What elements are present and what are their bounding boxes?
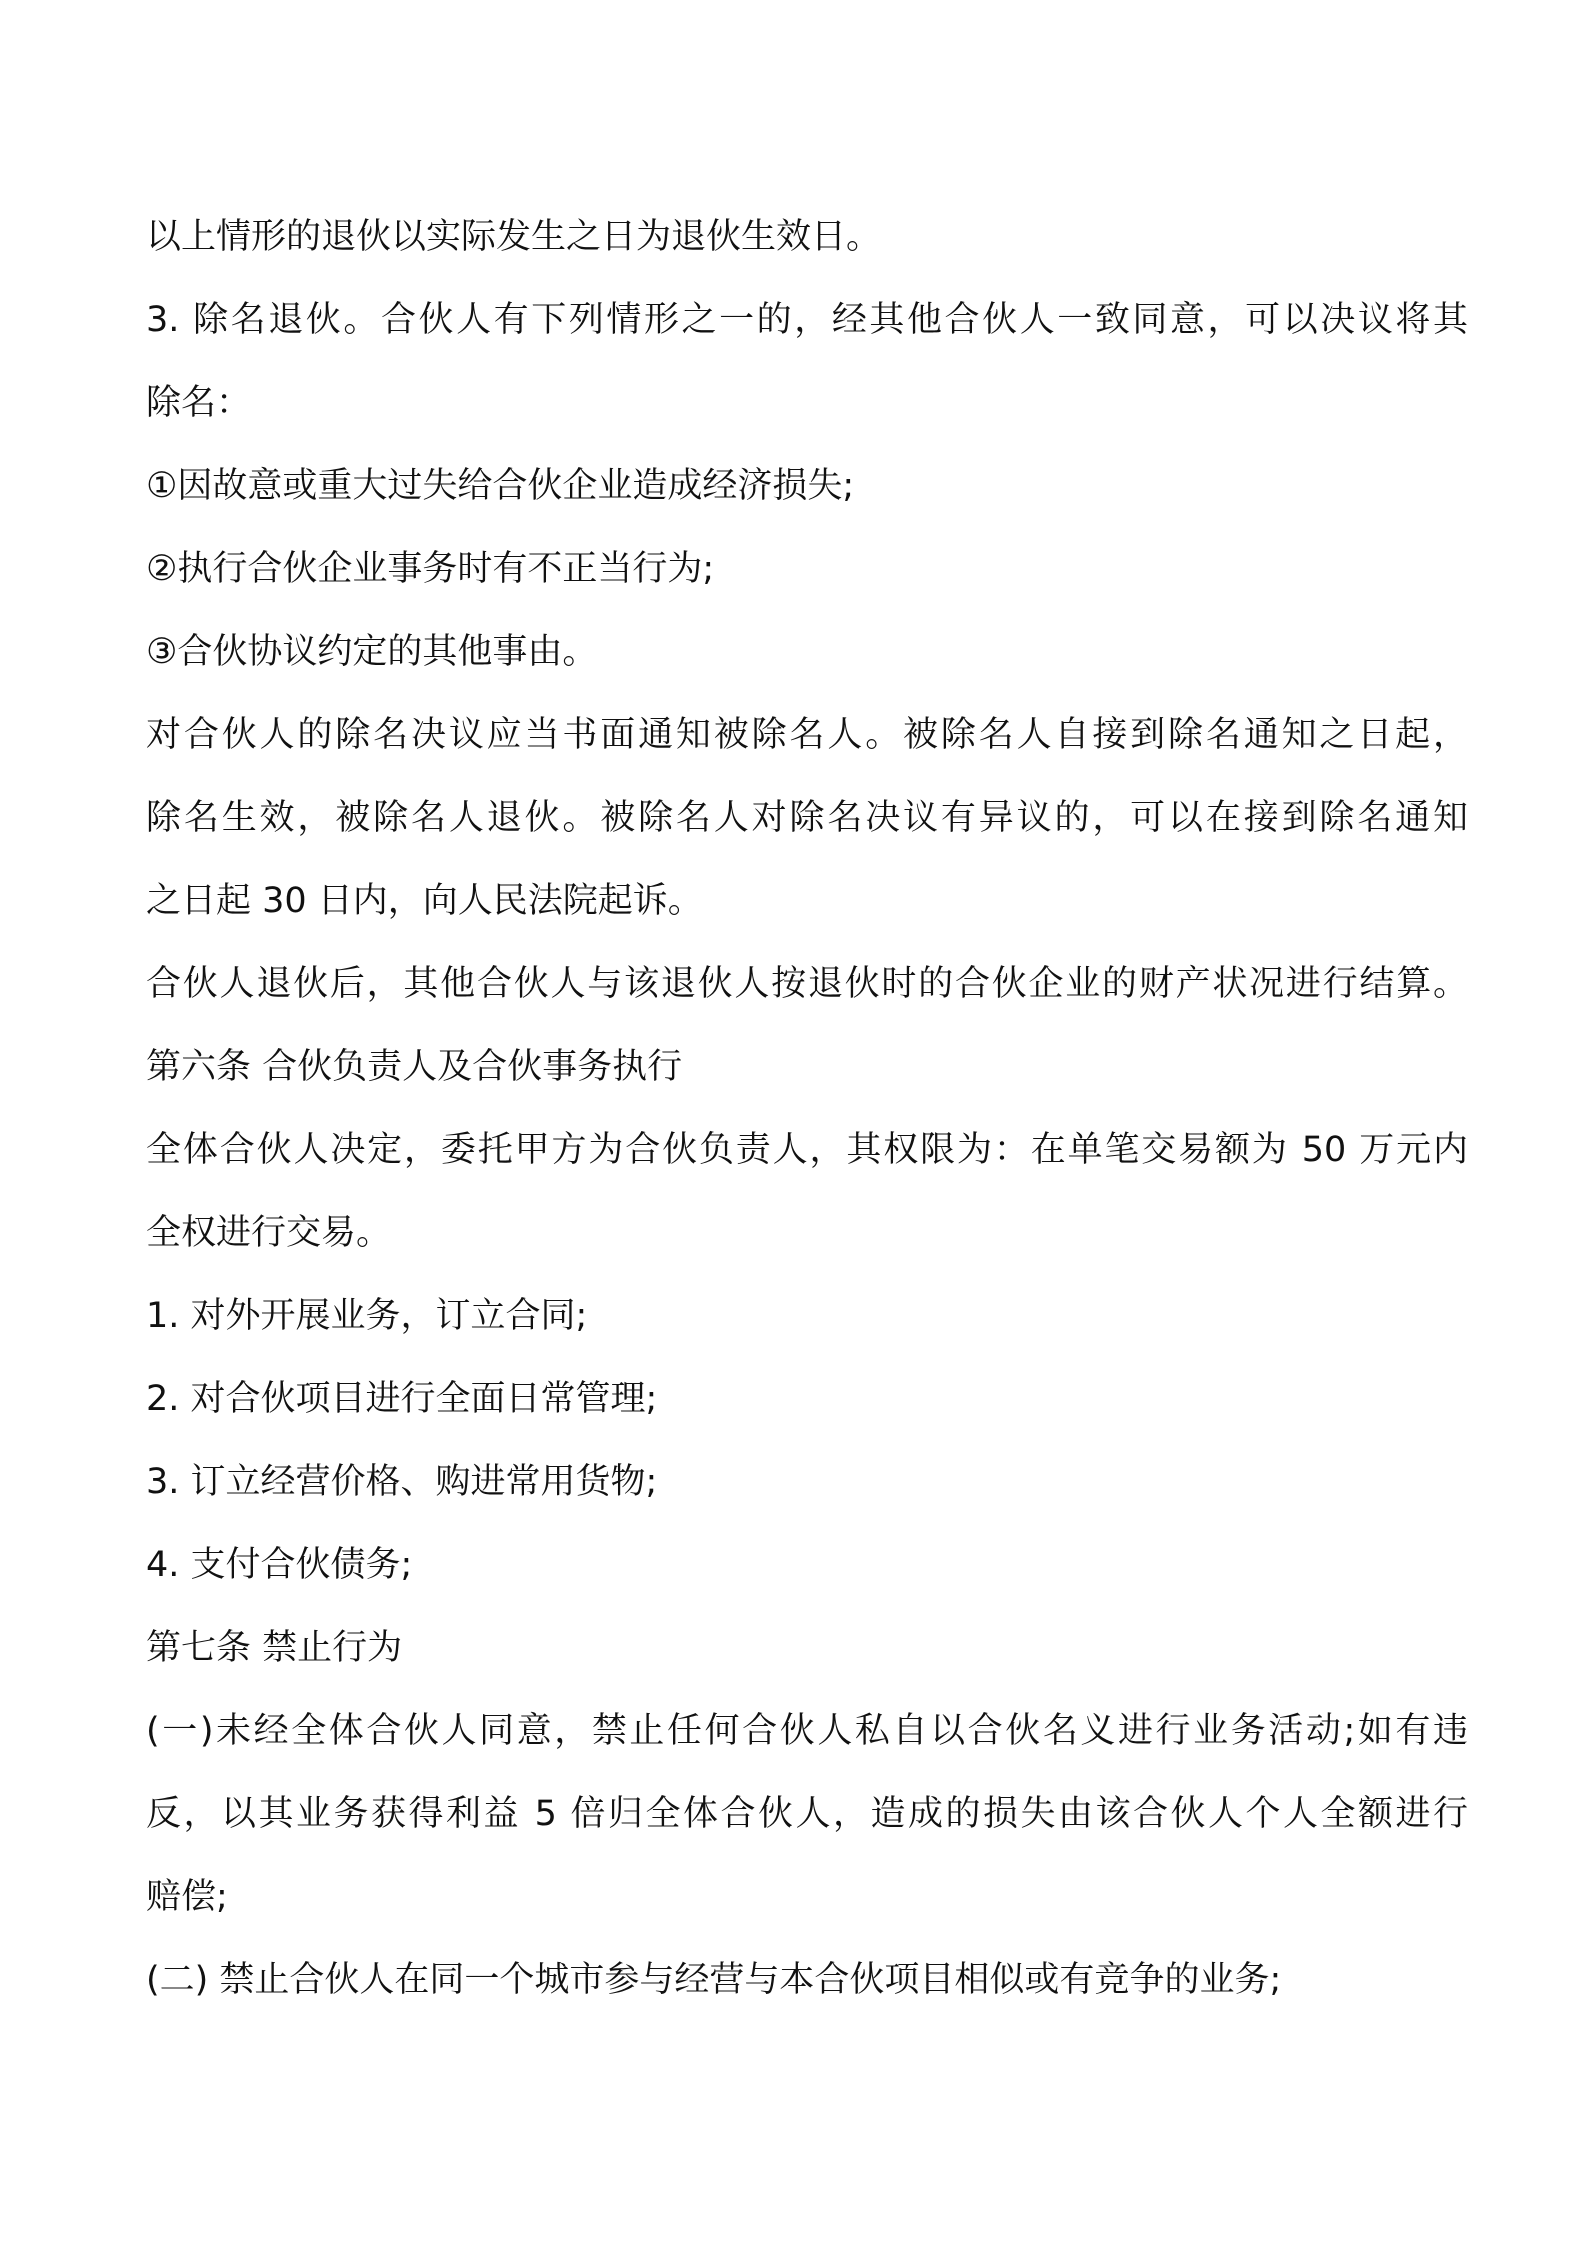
text-line: 2. 对合伙项目进行全面日常管理; <box>146 1379 658 1419</box>
text-line: 赔偿; <box>146 1877 228 1917</box>
text-line: 以上情形的退伙以实际发生之日为退伙生效日。 <box>146 217 882 257</box>
document-body <box>146 196 1468 2022</box>
text-line: 之日起 30 日内，向人民法院起诉。 <box>146 881 703 921</box>
text-line: 全权进行交易。 <box>146 1213 392 1253</box>
text-line: 3. 订立经营价格、购进常用货物; <box>146 1462 658 1502</box>
text-line: 第六条 合伙负责人及合伙事务执行 <box>146 1047 683 1087</box>
text-line: ③合伙协议约定的其他事由。 <box>146 632 598 672</box>
text-line: (一)未经全体合伙人同意，禁止任何合伙人私自以合伙名义进行业务活动;如有违 <box>146 1711 1468 1751</box>
text-line: 4. 支付合伙债务; <box>146 1545 413 1585</box>
text-line: 除名生效，被除名人退伙。被除名人对除名决议有异议的，可以在接到除名通知 <box>146 798 1468 838</box>
text-line: 反，以其业务获得利益 5 倍归全体合伙人，造成的损失由该合伙人个人全额进行 <box>146 1794 1468 1834</box>
text-line: ②执行合伙企业事务时有不正当行为; <box>146 549 715 589</box>
text-line: 除名： <box>146 383 252 423</box>
text-line: (二) 禁止合伙人在同一个城市参与经营与本合伙项目相似或有竞争的业务; <box>146 1960 1282 2000</box>
text-line: 合伙人退伙后，其他合伙人与该退伙人按退伙时的合伙企业的财产状况进行结算。 <box>146 964 1468 1004</box>
text-line: 第七条 禁止行为 <box>146 1628 403 1668</box>
text-line: 对合伙人的除名决议应当书面通知被除名人。被除名人自接到除名通知之日起， <box>146 715 1468 755</box>
text-line: ①因故意或重大过失给合伙企业造成经济损失; <box>146 466 855 506</box>
text-line: 3. 除名退伙。合伙人有下列情形之一的，经其他合伙人一致同意，可以决议将其 <box>146 300 1468 340</box>
text-line: 1. 对外开展业务，订立合同; <box>146 1296 588 1336</box>
text-line: 全体合伙人决定，委托甲方为合伙负责人，其权限为：在单笔交易额为 50 万元内 <box>146 1130 1468 1170</box>
